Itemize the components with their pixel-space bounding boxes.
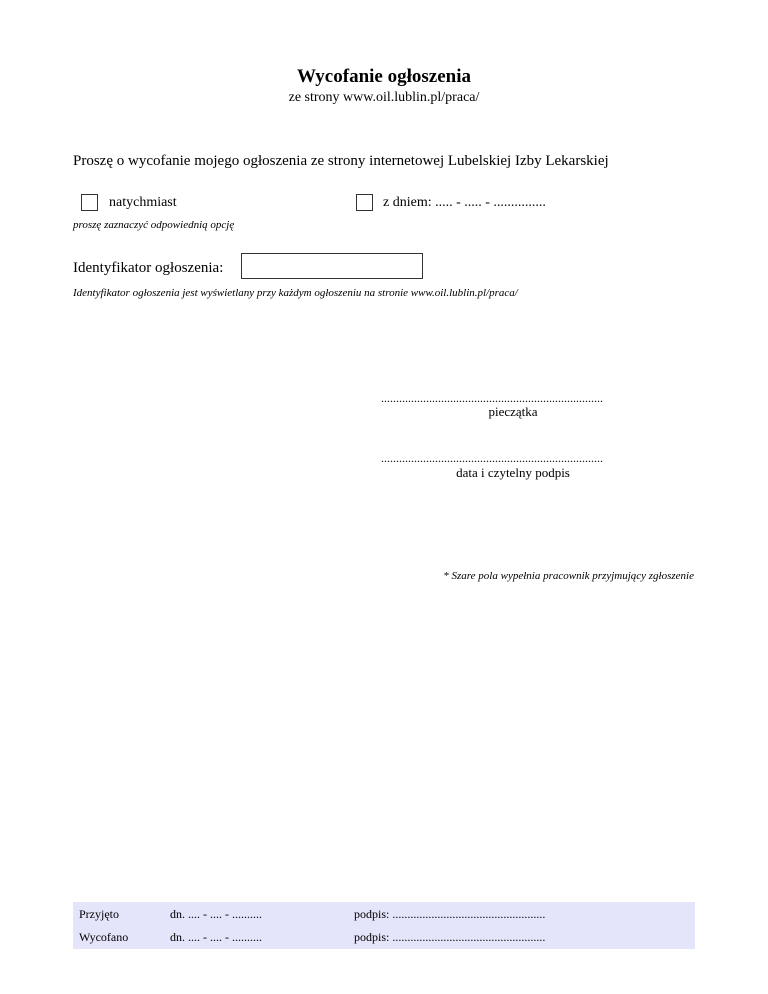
office-row-withdrawn xyxy=(73,926,695,948)
option-note: proszę zaznaczyć odpowiednią opcję xyxy=(73,219,235,231)
office-row-label: Wycofano xyxy=(79,930,129,944)
form-title: Wycofanie ogłoszenia xyxy=(297,66,471,87)
office-row-label: Przyjęto xyxy=(79,907,119,921)
date-label: z dniem: ..... - ..... - ............... xyxy=(383,195,546,210)
immediate-label: natychmiast xyxy=(109,195,177,210)
identifier-note: Identyfikator ogłoszenia jest wyświetlany przy każdym ogłoszeniu na stronie www.oil.lublin.pl/praca/ xyxy=(73,287,518,299)
office-row-signature: podpis: ................................................... xyxy=(354,930,546,944)
signature-line: .......................................................................... xyxy=(381,451,603,465)
stamp-caption: pieczątka xyxy=(488,404,538,419)
signature-caption: data i czytelny podpis xyxy=(456,465,570,480)
office-row-date: dn. .... - .... - .......... xyxy=(170,930,262,944)
immediate-checkbox[interactable] xyxy=(81,194,98,211)
identifier-input[interactable] xyxy=(241,253,423,279)
footnote: * Szare pola wypełnia pracownik przyjmujący zgłoszenie xyxy=(443,570,694,582)
form-subtitle: ze strony www.oil.lublin.pl/praca/ xyxy=(288,90,480,105)
office-row-signature: podpis: ................................................... xyxy=(354,907,546,921)
stamp-line: .......................................................................... xyxy=(381,391,603,405)
office-row-date: dn. .... - .... - .......... xyxy=(170,907,262,921)
office-row-received xyxy=(73,903,695,925)
date-checkbox[interactable] xyxy=(356,194,373,211)
office-use-box xyxy=(73,902,695,949)
identifier-label: Identyfikator ogłoszenia: xyxy=(73,260,224,276)
request-text: Proszę o wycofanie mojego ogłoszenia ze strony internetowej Lubelskiej Izby Lekarskiej xyxy=(73,153,609,169)
